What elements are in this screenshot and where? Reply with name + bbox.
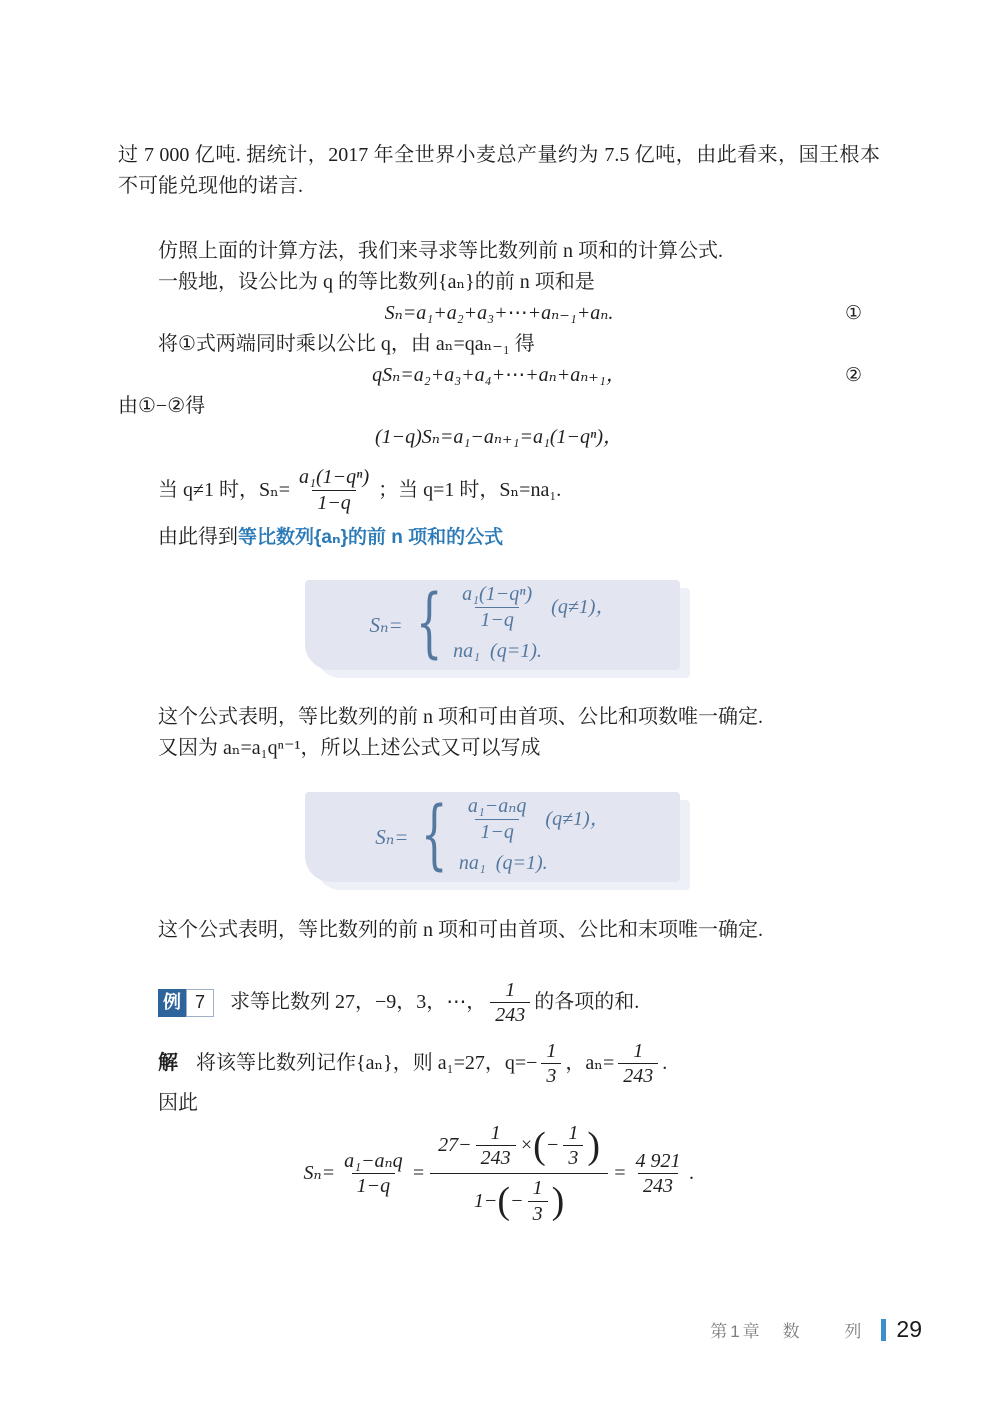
example-7-row — [158, 979, 880, 1027]
solution-fraction-an-numerator: 1 — [633, 1039, 644, 1062]
page-footer — [710, 1316, 922, 1343]
page-content — [118, 0, 880, 1229]
final-period: . — [689, 1162, 695, 1185]
numerator-fraction-2-den: 3 — [563, 1145, 583, 1169]
equation-1-tag: ① — [844, 302, 862, 324]
final-big-fraction — [430, 1122, 608, 1225]
box2-lhs: Sₙ= — [375, 824, 409, 849]
example-text-before: 求等比数列 27，−9，3，⋯， — [230, 991, 487, 1014]
note2-line: 这个公式表明，等比数列的前 n 项和可由首项、公比和末项唯一确定. — [158, 919, 763, 941]
box2-fraction-denominator: 1−q — [475, 819, 519, 843]
equation-3 — [118, 422, 880, 453]
example-badge-label: 例 — [158, 989, 186, 1017]
example-fraction-numerator: 1 — [505, 979, 516, 1001]
case-fraction — [294, 466, 374, 514]
lead-black-text: 由此得到 — [158, 526, 238, 548]
paragraph-subtract: 由①−②得 — [118, 395, 206, 417]
equation-3-body: (1−q)Sₙ=a₁−aₙ₊₁=a₁(1−qⁿ)， — [374, 426, 624, 448]
box1-fraction-numerator: a₁(1−qⁿ) — [462, 583, 533, 606]
example-text-after: 的各项的和. — [534, 991, 640, 1014]
equation-2 — [118, 360, 880, 391]
note1-line1: 这个公式表明，等比数列的前 n 项和可由首项、公比和项数唯一确定. — [158, 706, 763, 728]
big-fraction-denominator — [466, 1174, 572, 1225]
box1-condition-2: (q=1). — [490, 639, 542, 662]
open-paren: ( — [533, 1124, 546, 1167]
box2-fraction — [463, 795, 532, 843]
final-result-numerator: 4 921 — [635, 1149, 681, 1172]
equation-2-tag: ② — [844, 364, 862, 386]
box2-case-1 — [459, 795, 610, 843]
equation-2-body: qSₙ=a₂+a₃+a₄+⋯+aₙ+aₙ₊₁， — [372, 364, 626, 386]
solution-label: 解 — [158, 1052, 178, 1075]
box1-condition-1: (q≠1)， — [551, 595, 616, 618]
box1-fraction — [457, 583, 537, 631]
case-fraction-numerator: a₁(1−qⁿ) — [299, 466, 370, 489]
denominator-fraction — [528, 1177, 548, 1225]
example-badge-number: 7 — [186, 989, 214, 1017]
solution-fraction-q-denominator: 3 — [541, 1063, 561, 1087]
case-before: 当 q≠1 时，Sₙ= — [158, 478, 291, 501]
footer-section: 数 列 — [782, 1322, 882, 1341]
solution-fraction-an — [618, 1040, 658, 1088]
example-fraction-denominator: 243 — [490, 1002, 530, 1026]
solution-fraction-q-numerator: 1 — [546, 1039, 557, 1062]
formula-box-1: Sₙ= { $\frac{\text{a₁(1−qⁿ)}}{1-q}$ (q≠1)， na₁ (q=1). — [305, 580, 680, 670]
footer-page-number: 29 — [896, 1316, 922, 1342]
open-paren: ( — [497, 1180, 511, 1223]
box1-case-1 — [453, 583, 615, 631]
box2-case2-body: na₁ — [458, 851, 486, 874]
note1-line2: 又因为 aₙ=a₁qⁿ⁻¹，所以上述公式又可以写成 — [158, 737, 541, 759]
lead-line — [118, 522, 880, 553]
numerator-fraction-2-num: 1 — [568, 1121, 579, 1144]
therefore-line: 因此 — [158, 1091, 198, 1114]
final-fraction-formula-numerator: a₁−aₙq — [344, 1149, 403, 1172]
box2-case-2 — [459, 848, 610, 879]
box1-case2-body: na₁ — [453, 639, 481, 662]
close-paren: ) — [587, 1124, 600, 1167]
paragraph-wheat: 过 7 000 亿吨. 据统计，2017 年全世界小麦总产量约为 7.5 亿吨，由此看来，国王根本不可能兑现他的诺言. — [118, 144, 880, 197]
paragraph-setup: 一般地，设公比为 q 的等比数列{aₙ}的前 n 项和是 — [158, 271, 595, 293]
numerator-fraction-1 — [476, 1122, 516, 1170]
box1-case-2 — [453, 636, 615, 667]
big-fraction-numerator — [430, 1122, 608, 1173]
denominator-fraction-den: 3 — [528, 1201, 548, 1225]
solution-fraction-an-denominator: 243 — [618, 1063, 658, 1087]
final-fraction-formula — [339, 1150, 408, 1198]
final-fraction-formula-denominator: 1−q — [352, 1173, 396, 1197]
box2-fraction-numerator: a₁−aₙq — [467, 795, 527, 818]
solution-seg2: ，aₙ= — [565, 1052, 615, 1075]
lead-blue-text: 等比数列{aₙ}的前 n 项和的公式 — [238, 527, 504, 548]
footer-chapter: 第1章 — [710, 1322, 763, 1341]
case-fraction-denominator: 1−q — [312, 490, 356, 514]
solution-seg1: 将该等比数列记作{aₙ}，则 a₁=27，q=− — [196, 1052, 538, 1075]
box1-lhs: Sₙ= — [369, 612, 403, 637]
final-equals-2: = — [612, 1162, 627, 1185]
denominator-minus: − — [510, 1189, 524, 1212]
final-equals-1: = — [411, 1162, 426, 1185]
box2-condition-1: (q≠1)， — [545, 807, 610, 830]
case-after: ；当 q=1 时，Sₙ=na₁. — [378, 478, 562, 501]
box2-cases — [459, 795, 610, 879]
paragraph-method: 仿照上面的计算方法，我们来寻求等比数列前 n 项和的计算公式. — [158, 240, 723, 262]
paragraph-multiply: 将①式两端同时乘以公比 q，由 aₙ=qaₙ₋₁ 得 — [158, 333, 535, 355]
close-paren: ) — [551, 1180, 565, 1223]
equation-1-body: Sₙ=a₁+a₂+a₃+⋯+aₙ₋₁+aₙ. — [384, 302, 614, 324]
box1-cases — [453, 583, 615, 667]
denominator-fraction-num: 1 — [532, 1177, 543, 1200]
example-badge — [158, 989, 214, 1017]
numerator-seg1: 27− — [438, 1134, 472, 1157]
equation-1 — [118, 298, 880, 329]
denominator-seg1: 1− — [473, 1189, 498, 1212]
numerator-fraction-2 — [563, 1122, 583, 1170]
final-result-fraction — [630, 1150, 685, 1198]
formula-box-2: Sₙ= { $\frac{\text{a₁−aₙq}}{1-q}$ (q≠1)， na₁ (q=1). — [305, 792, 680, 882]
solution-fraction-q — [541, 1040, 561, 1088]
box2-condition-2: (q=1). — [495, 851, 548, 874]
numerator-fraction-1-num: 1 — [490, 1121, 501, 1144]
final-equation — [118, 1119, 880, 1229]
final-result-denominator: 243 — [638, 1173, 678, 1197]
numerator-minus: − — [545, 1134, 560, 1157]
box1-fraction-denominator: 1−q — [475, 607, 519, 631]
final-lhs: Sₙ= — [303, 1162, 336, 1185]
example-fraction — [490, 979, 530, 1027]
numerator-fraction-1-den: 243 — [476, 1145, 516, 1169]
solution-seg3: . — [662, 1052, 668, 1075]
times-sign: × — [519, 1134, 534, 1157]
case-line — [118, 458, 880, 522]
footer-divider-bar — [881, 1319, 886, 1341]
solution-row — [158, 1040, 880, 1088]
